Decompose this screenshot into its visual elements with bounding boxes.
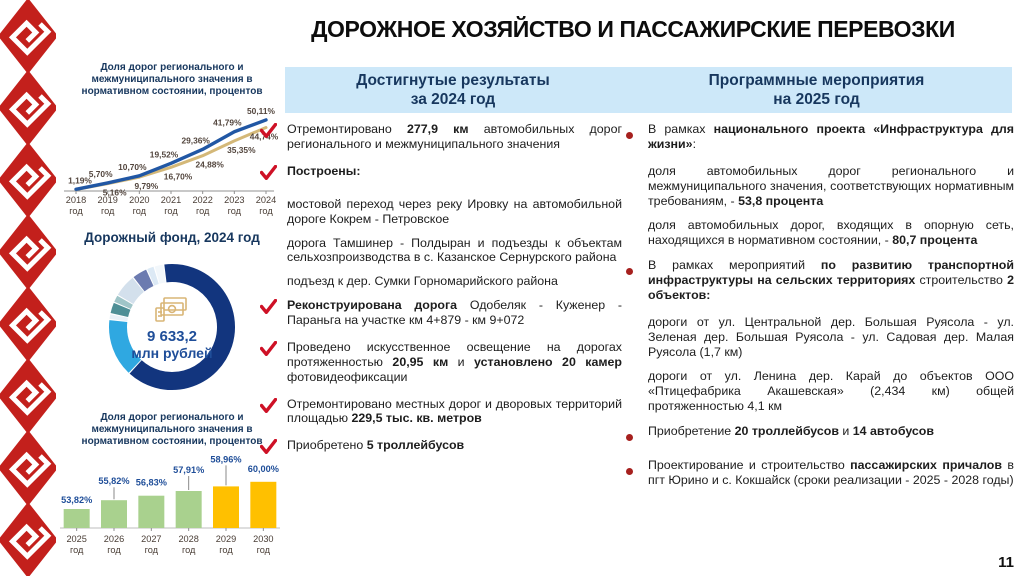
svg-text:год: год	[69, 544, 84, 555]
svg-text:2025: 2025	[66, 533, 87, 544]
svg-text:год: год	[164, 206, 178, 217]
item-text: Построены:	[287, 163, 361, 178]
check-icon	[260, 123, 277, 138]
results-list	[260, 122, 622, 471]
item-subtext: дорога Тамшинер - Полдыран и подъезды к объектам сельхозпроизводства в с. Казанское Сернурского района	[287, 235, 622, 265]
item-text: Реконструирована дорога Одобеляк - Куженер - Параньга на участке км 4+879 - км 9+072	[287, 298, 623, 327]
check-icon	[260, 341, 277, 356]
item-subtext: подъезд к дер. Сумки Горномарийского района	[287, 274, 558, 289]
item-subtext: доля автомобильных дорог регионального и межмуниципального значения, соответствующих нормативным требованиям, - 53,8 процента	[648, 163, 1014, 208]
item-text: Приобретение 20 троллейбусов и 14 автобусов	[648, 424, 934, 438]
donut-chart-title: Дорожный фонд, 2024 год	[84, 230, 260, 246]
svg-text:2027: 2027	[141, 533, 162, 544]
svg-text:2026: 2026	[103, 533, 125, 544]
result-item	[260, 122, 622, 152]
bullet-dot-icon	[626, 468, 633, 475]
svg-text:1,19%: 1,19%	[68, 175, 92, 186]
item-text: Проведено искусственное освещение на дорогах протяженностью 20,95 км и установлено 20 камер фотовидеофиксации	[287, 339, 622, 384]
program-header-line2: на 2025 год	[773, 91, 860, 108]
item-subtext: дороги от ул. Центральной дер. Большая Руясола - ул. Зеленая дер. Большая Руясола - ул. Садовая дер. Малая Руясола (1,7 км)	[648, 314, 1014, 359]
donut-center	[93, 248, 251, 406]
bullet-dot-icon	[626, 268, 633, 275]
svg-text:9,79%: 9,79%	[134, 181, 159, 192]
svg-text:24,88%: 24,88%	[195, 160, 224, 171]
bullet-dot-icon	[626, 132, 633, 139]
bar-chart	[58, 450, 286, 561]
item-text: Приобретено 5 троллейбусов	[287, 438, 465, 453]
item-subtext: доля автомобильных дорог, входящих в опорную сеть, находящихся в нормативном состоянии, - 80,7 процента	[648, 218, 1014, 248]
left-charts-column	[58, 62, 286, 561]
svg-text:2029: 2029	[215, 533, 237, 544]
svg-text:2018: 2018	[65, 195, 87, 206]
svg-text:2024: 2024	[255, 195, 277, 206]
road-fund-value: 9 633,2	[146, 328, 198, 346]
section-header-band	[285, 67, 1012, 113]
svg-text:41,79%: 41,79%	[213, 118, 242, 129]
svg-text:год: год	[107, 544, 121, 555]
svg-text:50,11%: 50,11%	[247, 106, 275, 117]
bullet-dot-icon	[626, 434, 633, 441]
svg-text:2022: 2022	[192, 195, 213, 206]
check-icon	[260, 398, 277, 413]
svg-text:5,16%: 5,16%	[102, 188, 127, 199]
svg-text:год: год	[195, 206, 210, 217]
check-icon	[260, 299, 277, 314]
donut-chart	[93, 248, 251, 406]
results-header-line2: за 2024 год	[410, 91, 496, 108]
svg-text:год: год	[144, 544, 159, 555]
svg-text:10,70%: 10,70%	[118, 162, 147, 173]
money-icon	[154, 295, 190, 325]
svg-text:5,70%: 5,70%	[88, 169, 113, 180]
item-subtext: мостовой переход через реку Ировку на автомобильной дороге Кокрем - Петровское	[287, 196, 622, 226]
item-text: В рамках мероприятий по развитию транспортной инфраструктуры на сельских территориях строительство 2 объектов:	[648, 258, 1014, 302]
svg-text:2023: 2023	[224, 195, 245, 206]
svg-text:год: год	[219, 544, 233, 555]
svg-text:19,52%: 19,52%	[149, 149, 179, 160]
svg-text:2030: 2030	[253, 533, 274, 544]
page-number: 11	[998, 554, 1014, 571]
svg-text:16,70%: 16,70%	[163, 171, 193, 182]
result-item	[260, 164, 622, 185]
svg-text:2028: 2028	[178, 533, 199, 544]
item-subtext: дороги от ул. Ленина дер. Карай до объектов ООО «Птицефабрика Акашевская» (2,434 км) общей протяженностью 4,1 км	[648, 369, 1014, 414]
svg-text:44,74%: 44,74%	[249, 131, 279, 142]
svg-text:год: год	[100, 206, 115, 217]
program-item	[626, 258, 1014, 303]
svg-text:год: год	[69, 206, 83, 217]
mari-ornament-pattern	[0, 0, 56, 576]
svg-text:год: год	[256, 544, 271, 555]
svg-text:2021: 2021	[160, 195, 182, 206]
svg-text:год: год	[227, 206, 242, 217]
svg-text:2019: 2019	[97, 195, 118, 206]
item-text: Проектирование и строительство пассажирских причалов в пгт Юрино и с. Кокшайск (сроки реализации - 2025 - 2028 годы)	[648, 458, 1014, 487]
svg-text:53,82%: 53,82%	[61, 494, 93, 505]
page-title: ДОРОЖНОЕ ХОЗЯЙСТВО И ПАССАЖИРСКИЕ ПЕРЕВОЗКИ	[311, 16, 955, 42]
result-item	[260, 397, 622, 427]
program-list	[626, 122, 1014, 500]
check-icon	[260, 439, 277, 454]
results-header	[285, 71, 621, 110]
svg-text:56,83%: 56,83%	[135, 477, 167, 488]
svg-text:58,96%: 58,96%	[210, 454, 242, 465]
svg-text:57,91%: 57,91%	[173, 464, 205, 475]
svg-text:год: год	[181, 544, 196, 555]
svg-text:2020: 2020	[129, 195, 150, 206]
svg-text:60,00%: 60,00%	[247, 463, 279, 474]
program-item	[626, 122, 1014, 152]
item-text: В рамках национального проекта «Инфраструктура для жизни»:	[648, 122, 1015, 151]
program-item	[626, 424, 1014, 446]
item-text: Отремонтировано местных дорог и дворовых территорий площадью 229,5 тыс. кв. метров	[287, 396, 622, 426]
svg-text:год: год	[259, 206, 273, 217]
result-item	[260, 340, 622, 385]
bar-chart-title: Доля дорог регионального и межмуниципального значения в нормативном состоянии, процентов	[81, 412, 263, 447]
program-header-line1: Программные мероприятия	[708, 71, 925, 89]
results-header-line1: Достигнутые результаты	[356, 71, 550, 89]
item-text: Отремонтировано 277,9 км автомобильных дорог регионального и межмуниципального значения	[287, 122, 622, 151]
program-header	[621, 71, 1012, 110]
svg-text:35,35%: 35,35%	[227, 145, 256, 156]
road-fund-unit: млн рублей	[131, 345, 213, 362]
line-chart	[58, 99, 286, 224]
result-item	[260, 438, 622, 459]
program-item	[626, 458, 1014, 488]
check-icon	[260, 165, 277, 180]
svg-text:29,36%: 29,36%	[181, 135, 210, 146]
svg-text:год: год	[132, 206, 147, 217]
line-chart-title: Доля дорог регионального и межмуниципального значения в нормативном состоянии, процентов	[81, 62, 263, 97]
svg-text:55,82%: 55,82%	[98, 475, 130, 486]
result-item	[260, 298, 622, 328]
